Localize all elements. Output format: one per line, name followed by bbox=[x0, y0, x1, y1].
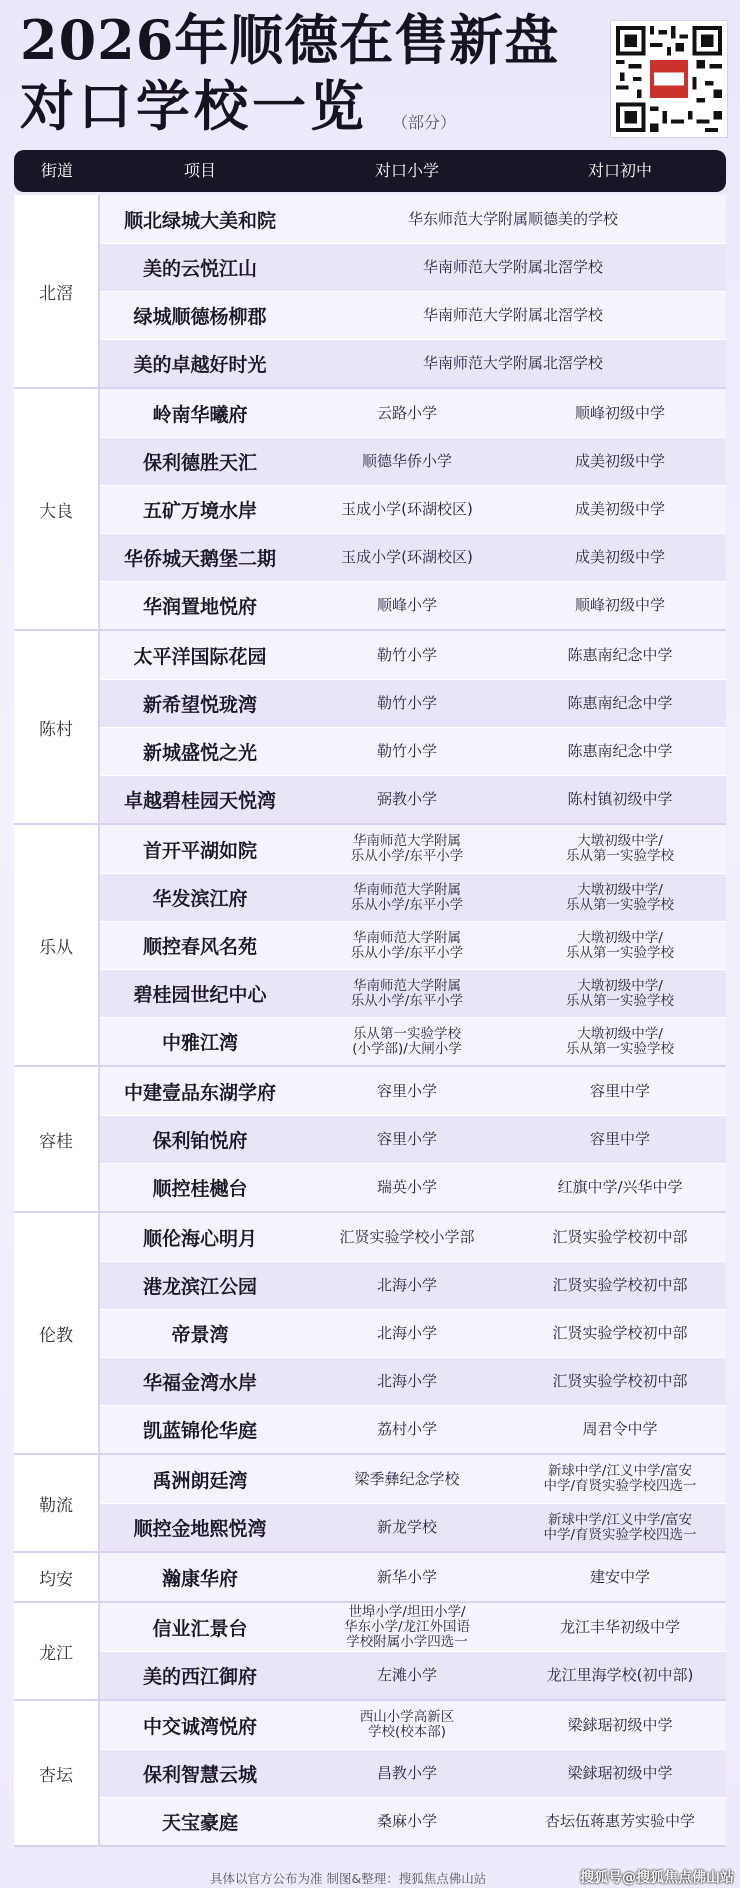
middle-school-cell: 陈惠南纪念中学 bbox=[567, 645, 673, 664]
project-rows bbox=[100, 1067, 726, 1211]
primary-school-cell: 瑞英小学 bbox=[376, 1178, 437, 1196]
table-row bbox=[100, 1603, 726, 1651]
primary-school-cell: 勒竹小学 bbox=[376, 645, 437, 664]
primary-school-cell: 云路小学 bbox=[376, 403, 437, 422]
project-name-cell: 顺控桂樾台 bbox=[152, 1178, 248, 1200]
table-row bbox=[100, 389, 726, 437]
project-name-cell: 首开平湖如院 bbox=[142, 839, 257, 862]
primary-school-cell: 世埠小学/坦田小学/ 华东小学/龙江外国语 学校附属小学四选一 bbox=[343, 1603, 471, 1650]
combined-school-cell: 华南师范大学附属北滘学校 bbox=[422, 258, 603, 276]
combined-school-cell: 华南师范大学附属北滘学校 bbox=[422, 306, 603, 324]
project-name-cell: 中雅江湾 bbox=[161, 1032, 238, 1054]
project-name-cell: 天宝豪庭 bbox=[161, 1812, 238, 1834]
primary-school-cell: 容里小学 bbox=[376, 1081, 437, 1100]
middle-school-cell: 梁銶琚初级中学 bbox=[567, 1764, 673, 1782]
project-name-cell: 太平洋国际花园 bbox=[133, 645, 267, 668]
street-group bbox=[14, 1553, 726, 1603]
middle-school-cell: 大墩初级中学/ 乐从第一实验学校 bbox=[566, 881, 674, 913]
middle-school-cell: 汇贤实验学校初中部 bbox=[552, 1276, 688, 1294]
middle-school-cell: 成美初级中学 bbox=[574, 548, 665, 566]
street-group bbox=[14, 825, 726, 1067]
project-name-cell: 中交诚湾悦府 bbox=[142, 1715, 257, 1738]
middle-school-cell: 新球中学/江义中学/富安 中学/育贤实验学校四选一 bbox=[543, 1511, 697, 1543]
footer-note: 具体以官方公布为准 制图&整理：搜狐焦点佛山站 bbox=[210, 1871, 487, 1886]
qr-code-icon bbox=[610, 20, 728, 138]
street-group bbox=[14, 631, 726, 825]
table-row bbox=[100, 243, 726, 291]
project-name-cell: 华润置地悦府 bbox=[142, 596, 257, 618]
project-rows bbox=[100, 825, 726, 1065]
table-row bbox=[100, 339, 726, 387]
street-group bbox=[14, 1213, 726, 1455]
table-row bbox=[100, 1163, 726, 1211]
middle-school-cell: 顺峰初级中学 bbox=[574, 596, 665, 614]
project-rows bbox=[100, 1213, 726, 1453]
primary-school-cell: 西山小学高新区 学校(校本部) bbox=[359, 1709, 455, 1740]
primary-school-cell: 华南师范大学附属 乐从小学/东平小学 bbox=[350, 833, 464, 864]
middle-school-cell: 陈惠南纪念中学 bbox=[567, 742, 673, 760]
primary-school-cell: 北海小学 bbox=[376, 1324, 437, 1342]
street-name-cell: 均安 bbox=[14, 1553, 100, 1601]
project-name-cell: 信业汇景台 bbox=[152, 1617, 248, 1640]
combined-school-cell: 华东师范大学附属顺德美的学校 bbox=[407, 209, 618, 228]
primary-school-cell: 左滩小学 bbox=[376, 1666, 437, 1684]
street-name-cell: 勒流 bbox=[14, 1455, 100, 1551]
page-subtitle: （部分） bbox=[392, 113, 457, 132]
project-name-cell: 保利铂悦府 bbox=[152, 1130, 248, 1152]
project-name-cell: 岭南华曦府 bbox=[152, 403, 248, 426]
primary-school-cell: 华南师范大学附属 乐从小学/东平小学 bbox=[350, 881, 464, 913]
combined-school-cell: 华南师范大学附属北滘学校 bbox=[422, 354, 603, 372]
table-row bbox=[100, 1701, 726, 1749]
middle-school-cell: 容里中学 bbox=[589, 1081, 650, 1100]
middle-school-cell: 周君令中学 bbox=[582, 1420, 658, 1438]
table-row bbox=[100, 581, 726, 629]
project-name-cell: 顺北绿城大美和院 bbox=[123, 209, 276, 232]
middle-school-cell: 顺峰初级中学 bbox=[574, 403, 665, 422]
middle-school-cell: 容里中学 bbox=[589, 1130, 650, 1148]
table-row bbox=[100, 679, 726, 727]
middle-school-cell: 大墩初级中学/ 乐从第一实验学校 bbox=[566, 929, 674, 961]
project-name-cell: 美的卓越好时光 bbox=[133, 354, 267, 376]
street-name-cell: 乐从 bbox=[14, 825, 100, 1065]
table-row bbox=[100, 437, 726, 485]
table-row bbox=[100, 1553, 726, 1601]
project-rows bbox=[100, 195, 726, 387]
page-header bbox=[0, 0, 740, 150]
table-row bbox=[100, 1017, 726, 1065]
primary-school-cell: 昌教小学 bbox=[376, 1764, 437, 1782]
table-row bbox=[100, 1261, 726, 1309]
middle-school-cell: 杏坛伍蒋惠芳实验中学 bbox=[544, 1812, 695, 1830]
project-rows bbox=[100, 389, 726, 629]
primary-school-cell: 北海小学 bbox=[376, 1372, 437, 1390]
table-row bbox=[100, 1309, 726, 1357]
project-name-cell: 凯蓝锦伦华庭 bbox=[142, 1420, 257, 1442]
middle-school-cell: 汇贤实验学校初中部 bbox=[552, 1372, 688, 1390]
project-name-cell: 五矿万境水岸 bbox=[142, 500, 257, 522]
street-group bbox=[14, 1701, 726, 1847]
primary-school-cell: 汇贤实验学校小学部 bbox=[339, 1227, 475, 1246]
table-row bbox=[100, 969, 726, 1017]
project-name-cell: 顺控春风名苑 bbox=[142, 936, 257, 958]
middle-school-cell: 汇贤实验学校初中部 bbox=[552, 1324, 688, 1342]
street-name-cell: 伦教 bbox=[14, 1213, 100, 1453]
project-name-cell: 港龙滨江公园 bbox=[142, 1276, 257, 1298]
primary-school-cell: 新华小学 bbox=[376, 1567, 437, 1586]
street-name-cell: 北滘 bbox=[14, 195, 100, 387]
page-footer bbox=[0, 1866, 740, 1888]
project-name-cell: 保利德胜天汇 bbox=[142, 452, 257, 474]
project-name-cell: 美的西江御府 bbox=[142, 1666, 257, 1688]
street-name-cell: 大良 bbox=[14, 389, 100, 629]
table-row bbox=[100, 1455, 726, 1503]
table-row bbox=[100, 1213, 726, 1261]
middle-school-cell: 建安中学 bbox=[589, 1567, 650, 1586]
street-name-cell: 陈村 bbox=[14, 631, 100, 823]
table-row bbox=[100, 485, 726, 533]
project-name-cell: 帝景湾 bbox=[171, 1324, 229, 1346]
project-name-cell: 碧桂园世纪中心 bbox=[133, 984, 267, 1006]
middle-school-cell: 新球中学/江义中学/富安 中学/育贤实验学校四选一 bbox=[543, 1463, 697, 1494]
street-group bbox=[14, 1603, 726, 1701]
street-name-cell: 容桂 bbox=[14, 1067, 100, 1211]
project-name-cell: 华发滨江府 bbox=[152, 888, 248, 910]
project-name-cell: 绿城顺德杨柳郡 bbox=[133, 306, 267, 328]
street-group bbox=[14, 1455, 726, 1553]
table-row bbox=[100, 1115, 726, 1163]
project-rows bbox=[100, 1455, 726, 1551]
middle-school-cell: 大墩初级中学/ 乐从第一实验学校 bbox=[566, 833, 674, 864]
primary-school-cell: 北海小学 bbox=[376, 1276, 437, 1294]
primary-school-cell: 新龙学校 bbox=[376, 1518, 437, 1536]
table-row bbox=[100, 1749, 726, 1797]
table-row bbox=[100, 1405, 726, 1453]
middle-school-cell: 成美初级中学 bbox=[574, 452, 665, 470]
street-name-cell: 杏坛 bbox=[14, 1701, 100, 1845]
page-title-line2: 对口学校一览 bbox=[20, 74, 368, 138]
table-row bbox=[100, 533, 726, 581]
table-row bbox=[100, 921, 726, 969]
middle-school-cell: 大墩初级中学/ 乐从第一实验学校 bbox=[566, 1025, 674, 1057]
middle-school-cell: 红旗中学/兴华中学 bbox=[557, 1178, 683, 1196]
table-row bbox=[100, 1503, 726, 1551]
school-table-body bbox=[14, 195, 726, 1847]
primary-school-cell: 桑麻小学 bbox=[376, 1812, 437, 1830]
primary-school-cell: 勒竹小学 bbox=[376, 694, 437, 712]
primary-school-cell: 玉成小学(环湖校区) bbox=[341, 548, 473, 566]
page-title-line1: 2026年顺德在售新盘 bbox=[20, 8, 560, 72]
table-row bbox=[100, 1651, 726, 1699]
primary-school-cell: 华南师范大学附属 乐从小学/东平小学 bbox=[350, 977, 464, 1009]
primary-school-cell: 乐从第一实验学校 (小学部)/大闸小学 bbox=[352, 1025, 462, 1057]
primary-school-cell: 容里小学 bbox=[376, 1130, 437, 1148]
primary-school-cell: 顺德华侨小学 bbox=[361, 452, 452, 470]
project-name-cell: 顺伦海心明月 bbox=[142, 1227, 257, 1250]
project-rows bbox=[100, 1701, 726, 1845]
project-name-cell: 禹洲朗廷湾 bbox=[152, 1469, 248, 1492]
project-name-cell: 卓越碧桂园天悦湾 bbox=[123, 790, 276, 812]
street-group bbox=[14, 195, 726, 389]
table-row bbox=[100, 727, 726, 775]
project-name-cell: 华福金湾水岸 bbox=[142, 1372, 257, 1394]
street-group bbox=[14, 1067, 726, 1213]
middle-school-cell: 龙江丰华初级中学 bbox=[559, 1617, 680, 1636]
project-name-cell: 新希望悦珑湾 bbox=[142, 694, 257, 716]
middle-school-cell: 汇贤实验学校初中部 bbox=[552, 1227, 688, 1246]
project-rows bbox=[100, 631, 726, 823]
middle-school-cell: 梁銶琚初级中学 bbox=[567, 1715, 673, 1734]
table-row bbox=[100, 775, 726, 823]
middle-school-cell: 大墩初级中学/ 乐从第一实验学校 bbox=[566, 977, 674, 1009]
project-rows bbox=[100, 1603, 726, 1699]
project-name-cell: 保利智慧云城 bbox=[142, 1764, 257, 1786]
column-header-project: 项目 bbox=[183, 161, 216, 180]
street-group bbox=[14, 389, 726, 631]
middle-school-cell: 陈村镇初级中学 bbox=[567, 790, 673, 808]
watermark: 搜狐号@搜狐焦点佛山站 bbox=[580, 1870, 734, 1886]
middle-school-cell: 龙江里海学校(初中部) bbox=[546, 1666, 694, 1684]
table-row bbox=[100, 1067, 726, 1115]
table-header bbox=[14, 150, 726, 192]
project-rows bbox=[100, 1553, 726, 1601]
primary-school-cell: 勒竹小学 bbox=[376, 742, 437, 760]
primary-school-cell: 玉成小学(环湖校区) bbox=[341, 500, 473, 518]
table-row bbox=[100, 631, 726, 679]
table-row bbox=[100, 195, 726, 243]
table-row bbox=[100, 825, 726, 873]
project-name-cell: 瀚康华府 bbox=[161, 1567, 238, 1590]
table-row bbox=[100, 1357, 726, 1405]
street-name-cell: 龙江 bbox=[14, 1603, 100, 1699]
primary-school-cell: 弼教小学 bbox=[376, 790, 437, 808]
primary-school-cell: 顺峰小学 bbox=[376, 596, 437, 614]
column-header-middle-school: 对口初中 bbox=[587, 161, 652, 180]
table-row bbox=[100, 873, 726, 921]
primary-school-cell: 梁季彝纪念学校 bbox=[354, 1469, 460, 1488]
primary-school-cell: 华南师范大学附属 乐从小学/东平小学 bbox=[350, 929, 464, 961]
project-name-cell: 美的云悦江山 bbox=[142, 258, 257, 280]
project-name-cell: 顺控金地熙悦湾 bbox=[133, 1518, 267, 1540]
project-name-cell: 中建壹品东湖学府 bbox=[123, 1081, 276, 1104]
primary-school-cell: 荔村小学 bbox=[376, 1420, 437, 1438]
column-header-primary-school: 对口小学 bbox=[374, 161, 439, 180]
table-row bbox=[100, 291, 726, 339]
project-name-cell: 新城盛悦之光 bbox=[142, 742, 257, 764]
middle-school-cell: 陈惠南纪念中学 bbox=[567, 694, 673, 712]
project-name-cell: 华侨城天鹅堡二期 bbox=[123, 548, 276, 570]
column-header-street: 街道 bbox=[40, 161, 73, 180]
table-row bbox=[100, 1797, 726, 1845]
middle-school-cell: 成美初级中学 bbox=[574, 500, 665, 518]
